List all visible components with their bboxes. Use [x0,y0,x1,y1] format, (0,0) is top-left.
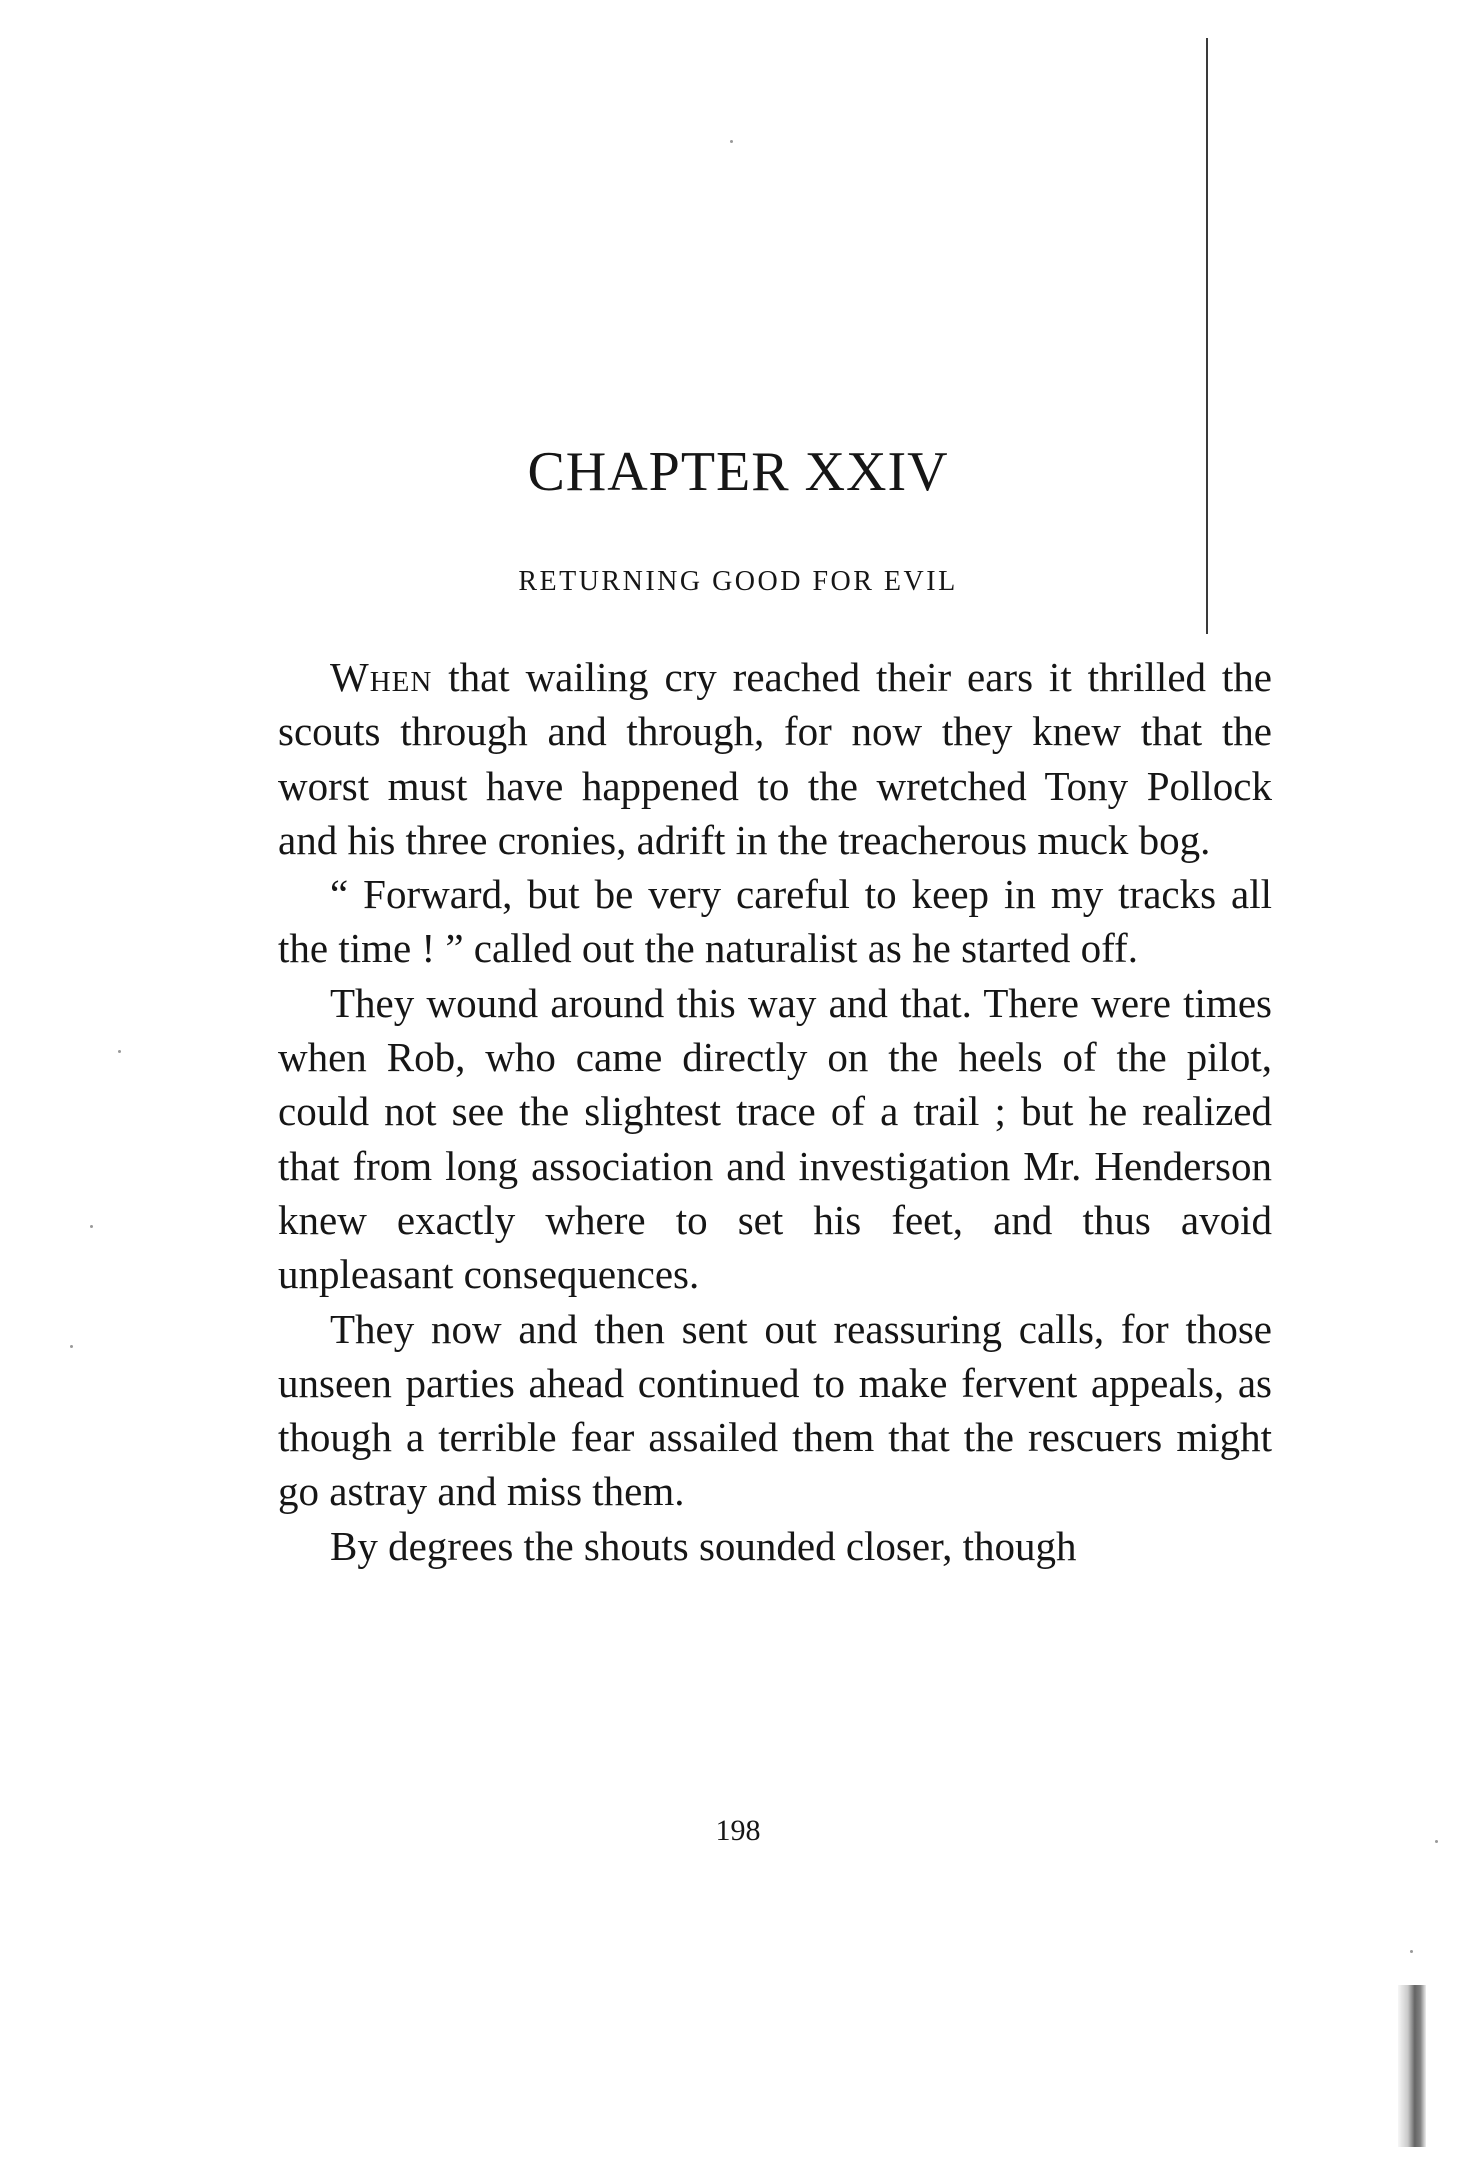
paragraph-4 [278,1302,1272,1519]
scan-gutter-shadow [1398,1985,1426,2147]
chapter-subtitle: RETURNING GOOD FOR EVIL [518,566,958,597]
paragraph-text: By degrees the shouts sounded closer, though [330,1522,1077,1569]
paragraph-1 [278,650,1272,867]
paragraph-text: They wound around this way and that. There were times when Rob, who came directly on the heels of the pilot, could not see the slightest trace of a trail ; but he realized that from long association and investigation Mr. Henderson knew exactly where to set his feet, and thus avoid unpleasant consequences. [278,979,1272,1298]
scan-speck [70,1345,73,1348]
paragraph-text: that wailing cry reached their ears it thrilled the scouts through and through, for now they knew that the worst must have happened to the wretched Tony Pollock and his three cronies, adrift in the treacherous muck bog. [278,654,1272,863]
paragraph-text: “ Forward, but be very careful to keep in my tracks all the time ! ” called out the naturalist as he started off. [278,871,1272,972]
paragraph-5 [278,1519,1272,1573]
scan-speck [90,1225,93,1228]
chapter-title: CHAPTER XXIV [527,441,949,503]
scan-edge-line [1206,38,1208,634]
paragraph-lead-word: When [330,654,433,700]
chapter-body [278,650,1272,1573]
paragraph-2 [278,867,1272,976]
scan-speck [118,1050,121,1053]
scan-speck [1410,1950,1413,1953]
paragraph-text: They now and then sent out reassuring calls, for those unseen parties ahead continued to make fervent appeals, as though a terrible fear assailed them that the rescuers might go astray and miss them. [278,1305,1272,1515]
page-number: 198 [715,1814,761,1847]
paragraph-3 [278,976,1272,1302]
scan-speck [730,140,733,143]
